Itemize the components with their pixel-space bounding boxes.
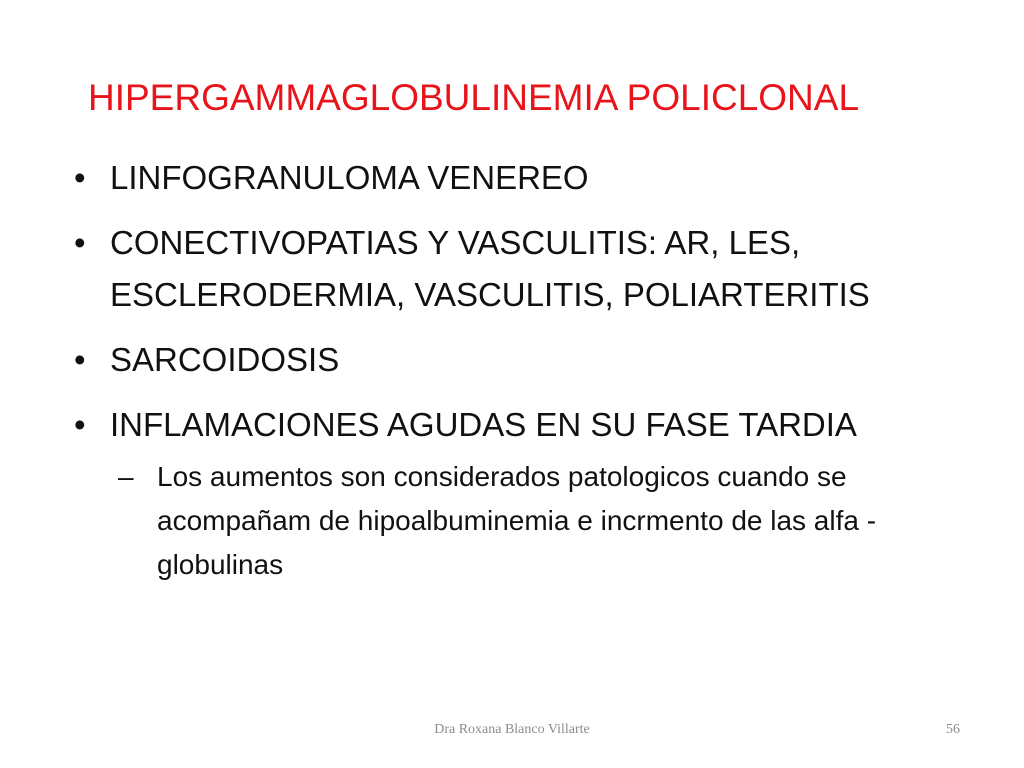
- sub-bullet-list: [70, 455, 970, 587]
- bullet-item: [70, 152, 970, 204]
- slide-number: 56: [946, 722, 960, 737]
- sub-bullet-item: [112, 455, 970, 587]
- footer-author: Dra Roxana Blanco Villarte: [434, 722, 590, 737]
- dash-icon: –: [118, 461, 134, 492]
- bullet-item: [70, 217, 970, 321]
- bullet-item: [70, 399, 970, 451]
- bullet-text: SARCOIDOSIS: [110, 341, 340, 378]
- sub-bullet-text: Los aumentos son considerados patologicos cuando se acompañam de hipoalbuminemia e incrmento de las alfa - globulinas: [157, 461, 877, 580]
- sub-bullet-container: [70, 455, 970, 587]
- bullet-dot-icon: •: [74, 224, 86, 261]
- bullet-list: [70, 152, 970, 587]
- slide-title: HIPERGAMMAGLOBULINEMIA POLICLONAL: [88, 77, 860, 118]
- bullet-text: INFLAMACIONES AGUDAS EN SU FASE TARDIA: [110, 406, 857, 443]
- bullet-text: LINFOGRANULOMA VENEREO: [110, 159, 589, 196]
- bullet-item: [70, 334, 970, 386]
- bullet-dot-icon: •: [74, 341, 86, 378]
- bullet-dot-icon: •: [74, 159, 86, 196]
- bullet-dot-icon: •: [74, 406, 86, 443]
- bullet-text: CONECTIVOPATIAS Y VASCULITIS: AR, LES, ESCLERODERMIA, VASCULITIS, POLIARTERITIS: [110, 224, 870, 313]
